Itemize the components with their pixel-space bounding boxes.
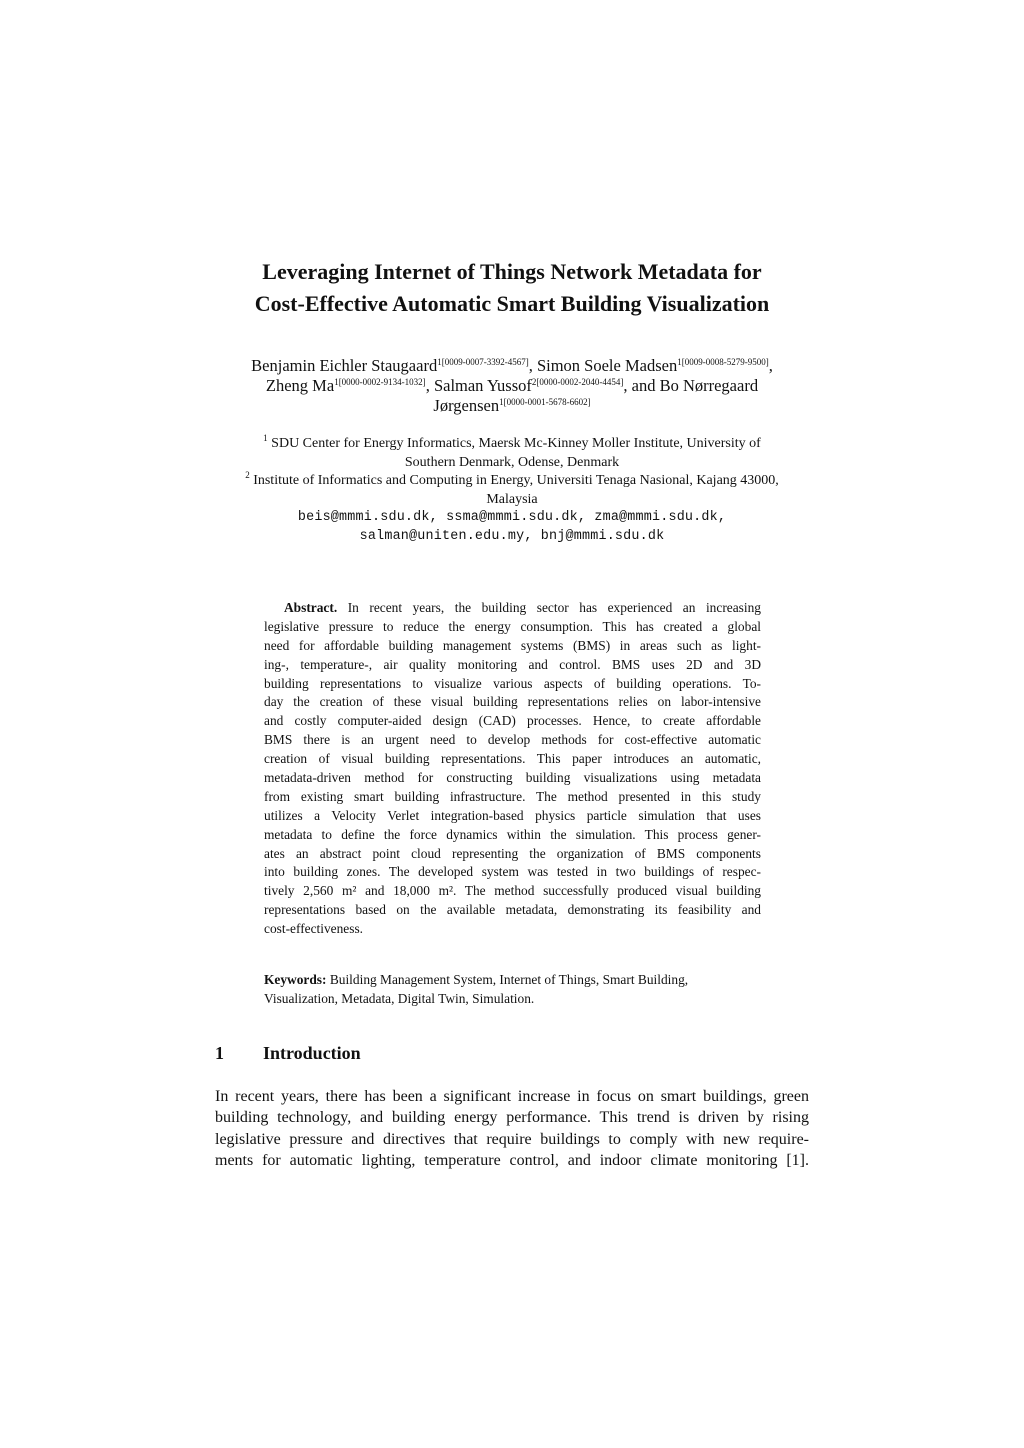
author-orcid: 2[0000-0002-2040-4454] [531,377,624,387]
author-separator: , [425,376,430,395]
author-line-3 [180,396,844,416]
introduction-paragraph [215,1086,809,1171]
abstract-line: day the creation of these visual building representations relies on labor-intensive [264,694,761,710]
author-orcid: 1[0000-0001-5678-6602] [499,397,591,407]
author-name: Jørgensen [433,396,500,415]
affiliation-text: Institute of Informatics and Computing in Energy, Universiti Tenaga Nasional, Kajang 43000, [253,473,779,489]
abstract-line: and costly computer-aided design (CAD) processes. Hence, to create affordable [264,713,761,729]
abstract-line: representations based on the available metadata, demonstrating its feasibility and [264,902,761,918]
affiliation-1-line-1 [180,435,844,454]
author-name: Zheng Ma [265,376,335,395]
author-orcid: 1[0000-0002-9134-1032] [334,377,426,387]
author-line-1 [180,356,844,376]
author-name: Benjamin Eichler Staugaard [251,356,438,375]
abstract-line: ing-, temperature-, air quality monitoring and control. BMS uses 2D and 3D [264,656,761,672]
abstract-line: tively 2,560 m² and 18,000 m². The method successfully produced visual building [264,883,761,899]
author-orcid: 1[0009-0007-3392-4567] [437,357,529,367]
affiliations [180,435,844,547]
abstract-label: Abstract. [284,600,338,615]
author-list [180,356,844,416]
abstract-line: metadata-driven method for constructing building visualizations using metadata [264,770,761,786]
keywords [264,971,761,1009]
paragraph-line: ments for automatic lighting, temperature control, and indoor climate monitoring [1]. [215,1151,809,1169]
abstract-line: utilizes a Velocity Verlet integration-based physics particle simulation that uses [264,807,761,823]
abstract-line: building representations to visualize various aspects of building operations. To- [264,675,761,691]
title-line-1: Leveraging Internet of Things Network Metadata for [262,259,762,284]
abstract-line: BMS there is an urgent need to develop methods for cost-effective automatic [264,732,761,748]
author-line-2 [180,376,844,396]
author-name: Simon Soele Madsen [536,356,678,375]
abstract-line: creation of visual building representations. This paper introduces an automatic, [264,751,761,767]
abstract-line: metadata to define the force dynamics within the simulation. This process gener- [264,826,761,842]
section-number: 1 [215,1043,224,1063]
affiliation-text: SDU Center for Energy Informatics, Maersk Mc-Kinney Moller Institute, University of [271,436,761,451]
title-line-2: Cost-Effective Automatic Smart Building Visualization [254,291,770,316]
keywords-line-2: Visualization, Metadata, Digital Twin, Simulation. [264,990,535,1006]
affiliation-2-line-2: Malaysia [486,491,538,507]
abstract-text: In recent years, the building sector has experienced an increasing [337,600,761,615]
email-line-1[interactable]: beis@mmmi.sdu.dk, ssma@mmmi.sdu.dk, zma@mmmi.sdu.dk, [297,510,727,526]
keywords-label: Keywords: [264,972,327,987]
author-name: Bo Nørregaard [659,376,759,395]
abstract-line [264,599,761,618]
paragraph-line: legislative pressure and directives that require buildings to comply with new require- [215,1130,809,1148]
keywords-text: Building Management System, Internet of Things, Smart Building, [326,972,689,987]
abstract-line: legislative pressure to reduce the energy consumption. This has created a global [264,618,761,634]
abstract-line: need for affordable building management systems (BMS) in areas such as light- [264,637,761,653]
abstract-line: into building zones. The developed system was tested in two buildings of respec- [264,864,761,880]
affiliation-2-line-1 [180,472,844,491]
abstract-line: from existing smart building infrastructure. The method presented in this study [264,788,761,804]
abstract [264,599,761,939]
affiliation-marker: 2 [245,470,250,481]
affiliation-marker: 1 [263,433,268,443]
affiliation-1-line-2: Southern Denmark, Odense, Denmark [404,454,620,470]
abstract-line: ates an abstract point cloud representing the organization of BMS components [264,845,761,861]
author-separator: , [768,356,773,375]
paragraph-line: building technology, and building energy performance. This trend is driven by rising [215,1109,809,1127]
author-separator: , [528,356,533,375]
author-separator: , and [623,376,660,395]
section-title: Introduction [263,1043,361,1063]
author-orcid: 1[0009-0008-5279-9500] [677,357,769,367]
paragraph-line: In recent years, there has been a significant increase in focus on smart buildings, green [215,1088,809,1105]
section-heading-introduction [215,1040,815,1066]
paper-title [150,256,874,320]
author-name: Salman Yussof [433,376,532,395]
email-line-2[interactable]: salman@uniten.edu.my, bnj@mmmi.sdu.dk [359,528,665,544]
abstract-line: cost-effectiveness. [264,921,364,937]
keywords-line-1 [264,971,761,990]
